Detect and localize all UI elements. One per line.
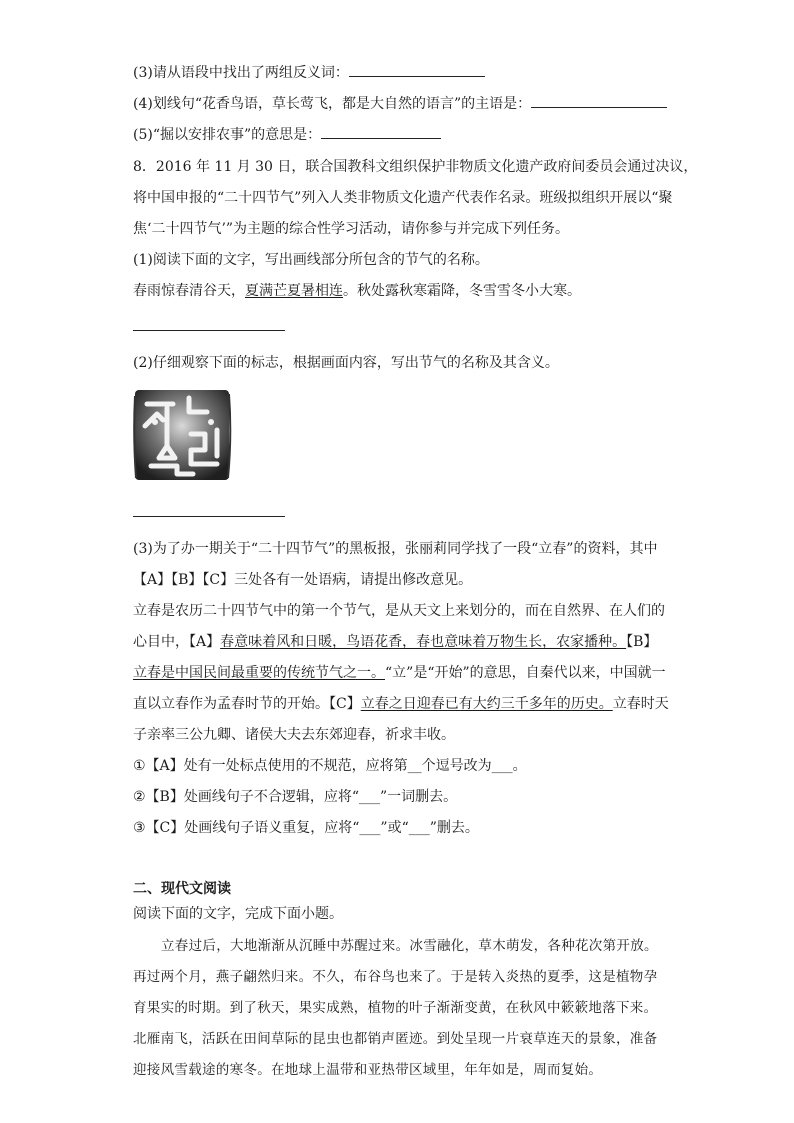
document-page <box>133 62 698 1086</box>
passage-line: 立春过后，大地渐渐从沉睡中苏醒过来。冰雪融化，草木萌发，各种花次第开放。 <box>161 938 658 954</box>
q7-subquestion-3: (3)请从语段中找出了两组反义词： <box>133 62 661 84</box>
answer-line[interactable] <box>133 506 285 517</box>
lichun-paragraph-line: 子亲率三公九卿、诸侯大夫去东郊迎春，祈求丰收。 <box>133 727 455 743</box>
underlined-sentence-a: 春意味着风和日暖，鸟语花香，春也意味着万物生长，农家播种。 <box>220 634 627 650</box>
underlined-sentence-c: 立春之日迎春已有大约三千多年的历史。 <box>360 696 613 712</box>
q8-part2-title: (2)仔细观察下面的标志，根据画面内容，写出节气的名称及其含义。 <box>133 355 559 371</box>
passage-line: 育果实的时期。到了秋天，果实成熟，植物的叶子渐渐变黄，在秋风中簌簌地落下来。 <box>133 1000 658 1016</box>
q8-part1-title: (1)阅读下面的文字，写出画线部分所包含的节气的名称。 <box>133 252 489 268</box>
section-heading: 二、现代文阅读 <box>133 881 231 897</box>
answer-blank[interactable] <box>321 124 441 139</box>
q8-part3-title: 【A】【B】【C】三处各有一处语病，请提出修改意见。 <box>133 572 473 588</box>
q8-intro-line: 焦‘二十四节气’”为主题的综合性学习活动，请你参与并完成下列任务。 <box>133 221 570 237</box>
q7-subquestion-4: (4)划线句“花香鸟语，草长莺飞，都是大自然的语言”的主语是： <box>133 93 661 115</box>
passage-line: 再过两个月，燕子翩然归来。不久，布谷鸟也来了。于是转入炎热的夏季，这是植物孕 <box>133 969 658 985</box>
q8-intro-line: 将中国申报的“二十四节气”列入人类非物质文化遗产代表作名录。班级拟组织开展以“聚 <box>133 190 673 206</box>
q8-answer-b: ②【B】处画线句子不合逻辑，应将“___”一词删去。 <box>133 789 458 805</box>
q8-part3-title: (3)为了办一期关于“二十四节气”的黑板报，张丽莉同学找了一段“立春”的资料，其中 <box>133 541 658 557</box>
q8-answer-c: ③【C】处画线句子语义重复，应将“___”或“___”删去。 <box>133 820 479 836</box>
underlined-sentence-b: 立春是中国民间最重要的传统节气之一。 <box>133 665 385 681</box>
underlined-phrase: 夏满芒夏暑相连 <box>245 283 343 299</box>
lichun-paragraph-line: 立春是中国民间最重要的传统节气之一。“立”是“开始”的意思，自秦代以来，中国就一 <box>133 665 666 681</box>
lichun-paragraph-line: 立春是农历二十四节气中的第一个节气，是从天文上来划分的，而在自然界、在人们的 <box>133 603 665 619</box>
section-instruction: 阅读下面的文字，完成下面小题。 <box>133 906 343 922</box>
reading-passage <box>133 931 661 1086</box>
lichun-paragraph-line: 心目中，【A】春意味着风和日暖，鸟语花香，春也意味着万物生长，农家播种。【B】 <box>133 634 658 650</box>
answer-blank[interactable] <box>349 62 485 77</box>
q8-intro-line: 8．2016 年 11 月 30 日，联合国教科文组织保护非物质文化遗产政府间委员会通过决议， <box>133 159 698 175</box>
passage-line: 迎接风雪载途的寒冬。在地球上温带和亚热带区域里，年年如是，周而复始。 <box>133 1062 603 1078</box>
lichun-paragraph-line: 直以立春作为孟春时节的开始。【C】立春之日迎春已有大约三千多年的历史。立春时天 <box>133 696 669 712</box>
q7-subquestion-5: (5)“掘以安排农事”的意思是： <box>133 124 661 146</box>
passage-line: 北雁南飞，活跃在田间草际的昆虫也都销声匿迹。到处呈现一片衰草连天的景象，准备 <box>133 1031 658 1047</box>
solar-term-seal-logo <box>133 386 233 486</box>
answer-blank[interactable] <box>531 93 667 108</box>
answer-line[interactable] <box>133 320 285 331</box>
q8-part1-song: 春雨惊春清谷天，夏满芒夏暑相连。秋处露秋寒霜降，冬雪雪冬小大寒。 <box>133 283 581 299</box>
q8-answer-a: ①【A】处有一处标点使用的不规范，应将第__个逗号改为___。 <box>133 758 527 774</box>
